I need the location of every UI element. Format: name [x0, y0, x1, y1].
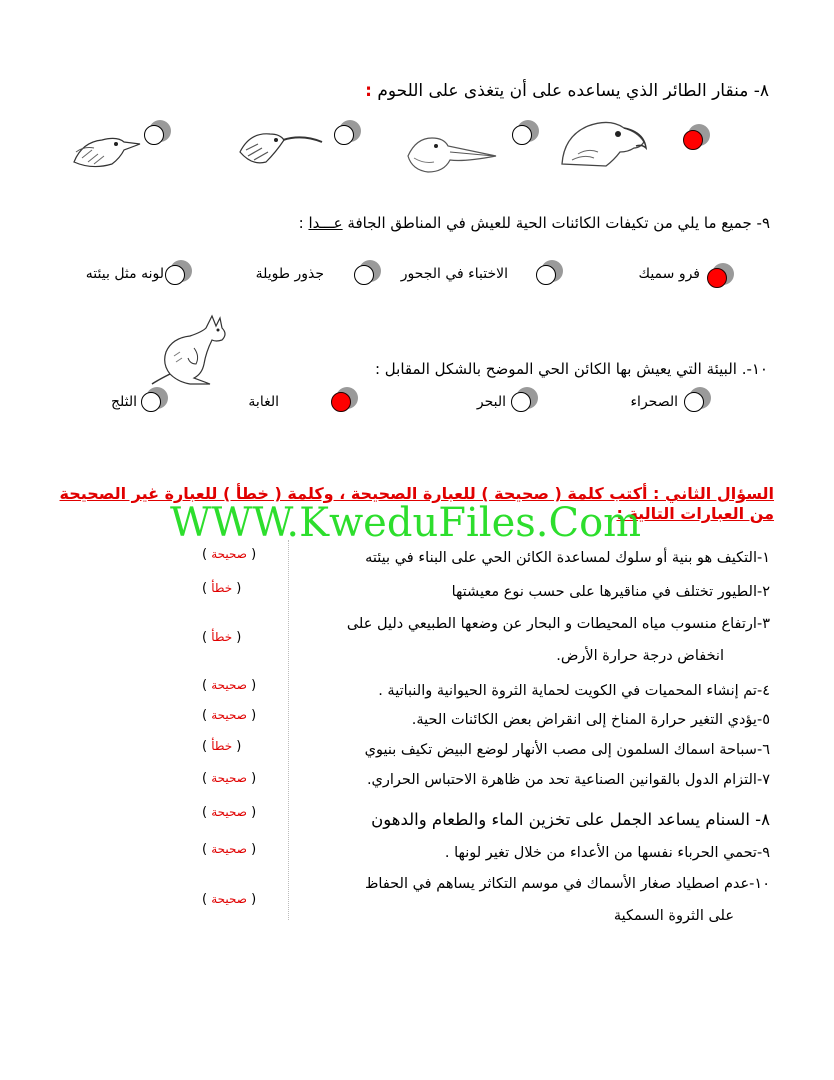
q9-title-colon: : [298, 214, 304, 232]
answer-6[interactable]: ( خطأ ) [202, 739, 242, 754]
answer-column-divider [288, 540, 289, 920]
q8-title-text: ٨- منقار الطائر الذي يساعده على أن يتغذى على اللحوم [377, 81, 769, 101]
answer-5[interactable]: ( صحيحة ) [202, 708, 257, 723]
q10-title: ١٠-. البيئة التي يعيش بها الكائن الحي الموضح بالشكل المقابل : [374, 360, 768, 378]
answer-9[interactable]: ( صحيحة ) [202, 842, 257, 857]
answer-1[interactable]: ( صحيحة ) [202, 547, 257, 562]
q10-option-sea-radio[interactable] [511, 392, 531, 412]
answer-4[interactable]: ( صحيحة ) [202, 678, 257, 693]
answer-5-value: صحيحة [211, 708, 247, 722]
answer-2[interactable]: ( خطأ ) [202, 581, 242, 596]
q9-option-camouflage-label: لونه مثل بيئته [85, 266, 164, 282]
q9-title-text: ٩- جميع ما يلي من تكيفات الكائنات الحية للعيش في المناطق الجافة [347, 214, 770, 232]
section2-heading-line2: من العبارات التالية : [616, 504, 774, 523]
answer-8-value: صحيحة [211, 805, 247, 819]
q10-option-desert-radio[interactable] [684, 392, 704, 412]
answer-1-value: صحيحة [211, 547, 247, 561]
sparrow-beak-icon [72, 122, 142, 172]
statement-4: ٤-تم إنشاء المحميات في الكويت لحماية الثروة الحيوانية والنباتية . [378, 683, 770, 699]
pelican-beak-icon [404, 128, 500, 176]
answer-7[interactable]: ( صحيحة ) [202, 771, 257, 786]
curlew-beak-icon [236, 122, 324, 170]
q10-option-snow-label: الثلج [110, 394, 137, 410]
answer-10[interactable]: ( صحيحة ) [202, 892, 257, 907]
statement-3-cont: انخفاض درجة حرارة الأرض. [556, 648, 724, 664]
q9-option-thick-fur-label: فرو سميك [638, 266, 700, 282]
statement-5: ٥-يؤدي التغير حرارة المناخ إلى انقراض بعض الكائنات الحية. [411, 712, 770, 728]
statement-8: ٨- السنام يساعد الجمل على تخزين الماء والطعام والدهون [371, 810, 770, 829]
q9-option-long-roots-radio[interactable] [354, 265, 374, 285]
eagle-beak-icon [558, 118, 650, 168]
statement-10: ١٠-عدم اصطياد صغار الأسماك في موسم التكاثر يساهم في الحفاظ [365, 876, 770, 892]
watermark: WWW.KweduFiles.Com [170, 500, 642, 546]
answer-8[interactable]: ( صحيحة ) [202, 805, 257, 820]
statement-7: ٧-التزام الدول بالقوانين الصناعية تحد من ظاهرة الاحتباس الحراري. [366, 772, 770, 788]
statement-10-cont: على الثروة السمكية [613, 908, 734, 924]
statement-6: ٦-سباحة اسماك السلمون إلى مصب الأنهار لوضع البيض تكيف بنيوي [364, 742, 770, 758]
answer-10-value: صحيحة [211, 892, 247, 906]
q9-option-burrow-radio[interactable] [536, 265, 556, 285]
q9-option-long-roots-label: جذور طويلة [255, 266, 324, 282]
q10-option-sea-label: البحر [476, 394, 506, 410]
q9-option-burrow-label: الاختباء في الجحور [400, 266, 508, 282]
q8-colon: : [365, 81, 372, 101]
q8-option-pelican-radio[interactable] [512, 125, 532, 145]
answer-7-value: صحيحة [211, 771, 247, 785]
q8-title [365, 81, 769, 101]
q9-option-camouflage-radio[interactable] [165, 265, 185, 285]
answer-6-value: خطأ [211, 739, 233, 753]
q9-option-thick-fur-radio[interactable] [707, 268, 727, 288]
q10-option-snow-radio[interactable] [141, 392, 161, 412]
statement-2: ٢-الطيور تختلف في مناقيرها على حسب نوع معيشتها [451, 584, 770, 600]
kangaroo-icon [150, 312, 234, 388]
answer-9-value: صحيحة [211, 842, 247, 856]
q8-option-curlew-radio[interactable] [334, 125, 354, 145]
q10-option-forest-radio[interactable] [331, 392, 351, 412]
q8-option-sparrow-radio[interactable] [144, 125, 164, 145]
statement-1: ١-التكيف هو بنية أو سلوك لمساعدة الكائن الحي على البناء في بيئته [365, 550, 770, 566]
statement-3: ٣-ارتفاع منسوب مياه المحيطات و البحار عن وضعها الطبيعي دليل على [346, 616, 770, 632]
statement-9: ٩-تحمي الحرباء نفسها من الأعداء من خلال تغير لونها . [444, 845, 770, 861]
answer-3[interactable]: ( خطأ ) [202, 630, 242, 645]
q10-option-desert-label: الصحراء [630, 394, 678, 410]
answer-4-value: صحيحة [211, 678, 247, 692]
answer-3-value: خطأ [211, 630, 233, 644]
answer-2-value: خطأ [211, 581, 233, 595]
q10-option-forest-label: الغابة [248, 394, 279, 410]
section2-heading-line1: السؤال الثاني : أكتب كلمة ( صحيحة ) للعبارة الصحيحة ، وكلمة ( خطأ ) للعبارة غير الصحيحة [59, 484, 774, 503]
q9-title-except: عـــدا [308, 214, 343, 232]
q8-option-eagle-radio[interactable] [683, 130, 703, 150]
q9-title [299, 214, 770, 232]
